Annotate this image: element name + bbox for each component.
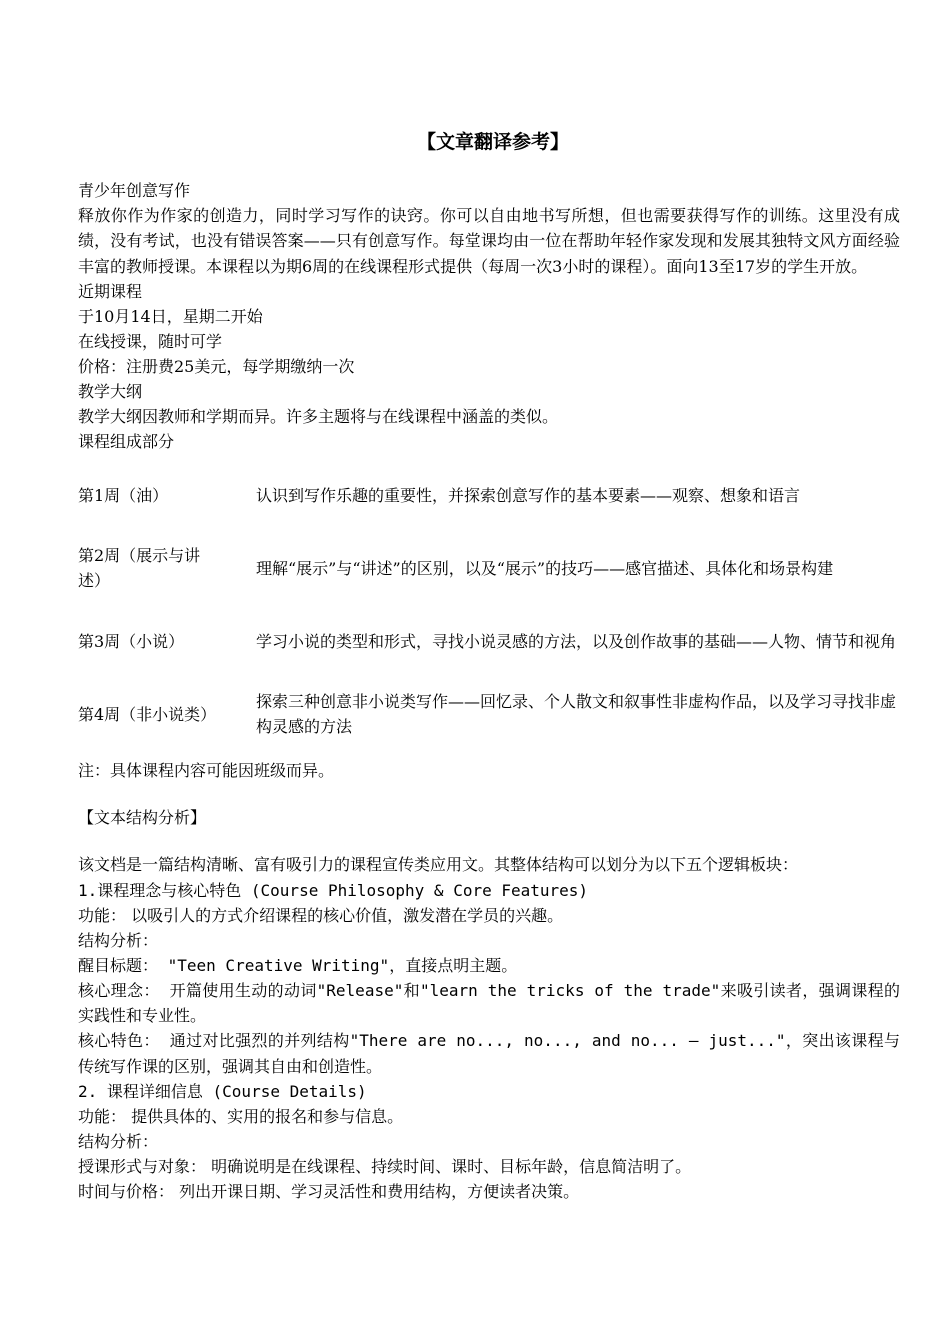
week-row — [78, 539, 900, 597]
course-intro: 释放你作为作家的创造力，同时学习写作的诀窍。你可以自由地书写所想，但也需要获得写作的训练。这里没有成绩，没有考试，也没有错误答案——只有创意写作。每堂课均由一位在帮助年轻作家发现和发展其独特文风方面经验丰富的教师授课。本课程以为期6周的在线课程形式提供（每周一次3小时的课程）。面向13至17岁的学生开放。 — [78, 206, 900, 276]
week-label: 第2周（展示与讲述） — [78, 546, 201, 591]
page-title: 【文章翻译参考】 — [416, 131, 569, 153]
week-row — [78, 466, 900, 524]
syllabus-text: 教学大纲因教师和学期而异。许多主题将与在线课程中涵盖的类似。 — [78, 407, 559, 427]
course-note: 注：具体课程内容可能因班级而异。 — [78, 761, 335, 781]
section2-structure-label: 结构分析： — [78, 1132, 159, 1152]
section2-function: 功能： 提供具体的、实用的报名和参与信息。 — [78, 1107, 404, 1127]
week-row — [78, 612, 900, 670]
price-info: 价格：注册费25美元，每学期缴纳一次 — [78, 357, 355, 377]
week-label: 第1周（油） — [78, 485, 169, 505]
section1-structure-label: 结构分析： — [78, 930, 159, 950]
section2-point-b: 时间与价格： 列出开课日期、学习灵活性和费用结构，方便读者决策。 — [78, 1182, 580, 1202]
section1-function: 功能： 以吸引人的方式介绍课程的核心价值，激发潜在学员的兴趣。 — [78, 905, 564, 925]
week-desc: 认识到写作乐趣的重要性，并探索创意写作的基本要素——观察、想象和语言 — [256, 485, 801, 505]
course-name: 青少年创意写作 — [78, 181, 191, 200]
document-page — [78, 128, 900, 1204]
section2-point-a: 授课形式与对象： 明确说明是在线课程、持续时间、课时、目标年龄，信息简洁明了。 — [78, 1157, 692, 1177]
section1-point-a: 醒目标题： "Teen Creative Writing"，直接点明主题。 — [78, 955, 518, 975]
weeks-table — [78, 466, 900, 743]
section1-title: 1.课程理念与核心特色 (Course Philosophy & Core Features) — [78, 880, 589, 900]
section2-title: 2. 课程详细信息 (Course Details) — [78, 1082, 367, 1102]
week-desc: 学习小说的类型和形式，寻找小说灵感的方法，以及创作故事的基础——人物、情节和视角 — [256, 631, 897, 651]
analysis-heading: 【文本结构分析】 — [78, 808, 207, 828]
section1-point-c: 核心特色： 通过对比强烈的并列结构"There are no..., no..., and no... — just..."，突出该课程与传统写作课的区别，强调其自由和创造性。 — [78, 1031, 900, 1076]
week-row — [78, 685, 900, 743]
week-label: 第4周（非小说类） — [78, 704, 217, 724]
week-desc: 理解“展示”与“讲述”的区别，以及“展示”的技巧——感官描述、具体化和场景构建 — [256, 558, 834, 578]
week-label: 第3周（小说） — [78, 631, 185, 651]
components-heading: 课程组成部分 — [78, 432, 175, 452]
week-desc: 探索三种创意非小说类写作——回忆录、个人散文和叙事性非虚构作品，以及学习寻找非虚构灵感的方法 — [256, 692, 897, 737]
upcoming-heading: 近期课程 — [78, 282, 143, 302]
syllabus-heading: 教学大纲 — [78, 382, 143, 402]
start-date: 于10月14日，星期二开始 — [78, 307, 263, 327]
section1-point-b: 核心理念： 开篇使用生动的动词"Release"和"learn the tricks of the trade"来吸引读者，强调课程的实践性和专业性。 — [78, 980, 900, 1026]
online-info: 在线授课，随时可学 — [78, 332, 223, 352]
analysis-overview: 该文档是一篇结构清晰、富有吸引力的课程宣传类应用文。其整体结构可以划分为以下五个逻辑板块： — [78, 855, 799, 875]
